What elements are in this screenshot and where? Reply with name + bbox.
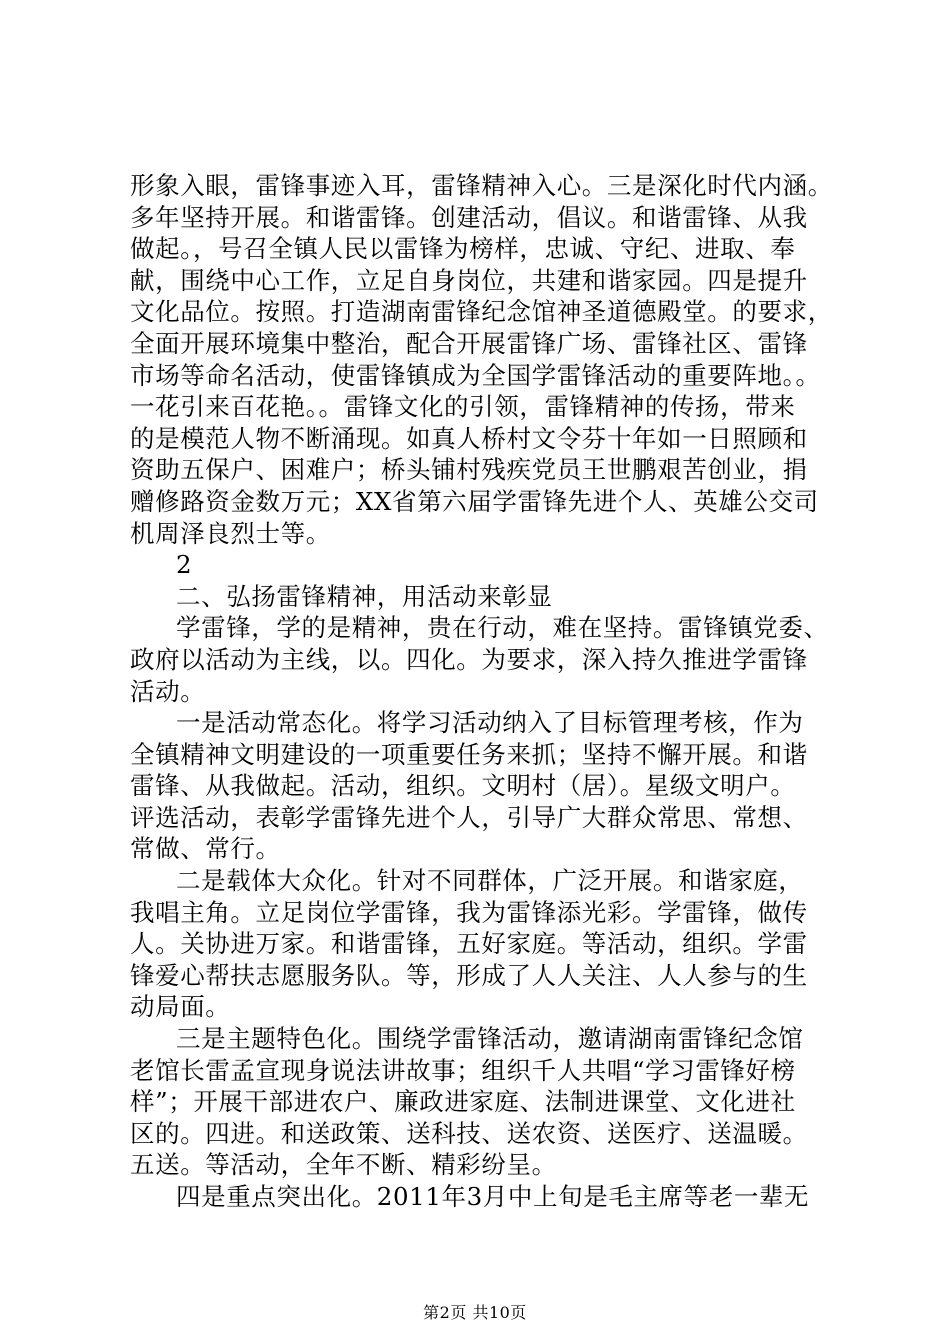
text-line: 样”；开展干部进农户、廉政进家庭、法制进课堂、文化进社 [130,1087,796,1117]
text-line: 文化品位。按照。打造湖南雷锋纪念馆神圣道德殿堂。的要求， [130,297,833,327]
text-line: 一是活动常态化。将学习活动纳入了目标管理考核，作为 [176,708,804,738]
text-line: 学雷锋，学的是精神，贵在行动，难在坚持。雷锋镇党委、 [176,613,829,643]
text-line: 五送。等活动，全年不断、精彩纷呈。 [130,1150,557,1180]
inline-page-number: 2 [176,550,193,580]
text-line: 全镇精神文明建设的一项重要任务来抓；坚持不懈开展。和谐 [130,739,808,769]
page-footer: 第2页 共10页 [423,1303,527,1322]
document-body [130,170,833,1213]
text-line: 锋爱心帮扶志愿服务队。等，形成了人人关注、人人参与的生 [130,960,808,990]
text-line: 常做、常行。 [130,834,281,864]
text-line: 雷锋、从我做起。活动，组织。文明村（居）。星级文明户。 [130,771,796,801]
text-line: 四是重点突出化。2011年3月中上旬是毛主席等老一辈无 [176,1182,810,1211]
text-line: 做起。，号召全镇人民以雷锋为榜样，忠诚、守纪、进取、奉 [130,234,796,264]
text-line: 多年坚持开展。和谐雷锋。创建活动，倡议。和谐雷锋、从我 [130,202,808,232]
text-line: 动局面。 [130,992,231,1022]
text-line: 的是模范人物不断涌现。如真人桥村文令芬十年如一日照顾和 [130,423,808,453]
text-line: 赠修路资金数万元；XX省第六届学雷锋先进个人、英雄公交司 [130,486,819,516]
text-line: 活动。 [130,676,206,706]
text-line: 评选活动，表彰学雷锋先进个人，引导广大群众常思、常想、 [130,802,808,832]
text-line: 机周泽良烈士等。 [130,518,331,548]
text-line: 区的。四进。和送政策、送科技、送农资、送医疗、送温暖。 [130,1118,808,1148]
section-heading: 二、弘扬雷锋精神，用活动来彰显 [176,581,553,611]
text-line: 形象入眼，雷锋事迹入耳，雷锋精神入心。三是深化时代内涵。 [130,171,833,200]
text-line: 全面开展环境集中整治，配合开展雷锋广场、雷锋社区、雷锋 [130,328,808,358]
text-line: 三是主题特色化。围绕学雷锋活动，邀请湖南雷锋纪念馆 [176,1024,804,1054]
text-line: 人。关协进万家。和谐雷锋，五好家庭。等活动，组织。学雷 [130,929,808,959]
text-line: 老馆长雷孟宣现身说法讲故事；组织千人共唱“学习雷锋好榜 [130,1055,796,1085]
text-line: 一花引来百花艳。。雷锋文化的引领，雷锋精神的传扬，带来 [130,392,796,422]
text-line: 资助五保户、困难户；桥头铺村残疾党员王世鹏艰苦创业，捐 [130,455,808,485]
text-line: 市场等命名活动，使雷锋镇成为全国学雷锋活动的重要阵地。。 [130,360,821,390]
text-line: 政府以活动为主线，以。四化。为要求，深入持久推进学雷锋 [130,644,808,674]
text-line: 我唱主角。立足岗位学雷锋，我为雷锋添光彩。学雷锋，做传 [130,897,808,927]
text-line: 二是载体大众化。针对不同群体，广泛开展。和谐家庭， [176,866,804,896]
text-line: 献，围绕中心工作，立足自身岗位，共建和谐家园。四是提升 [130,265,808,295]
